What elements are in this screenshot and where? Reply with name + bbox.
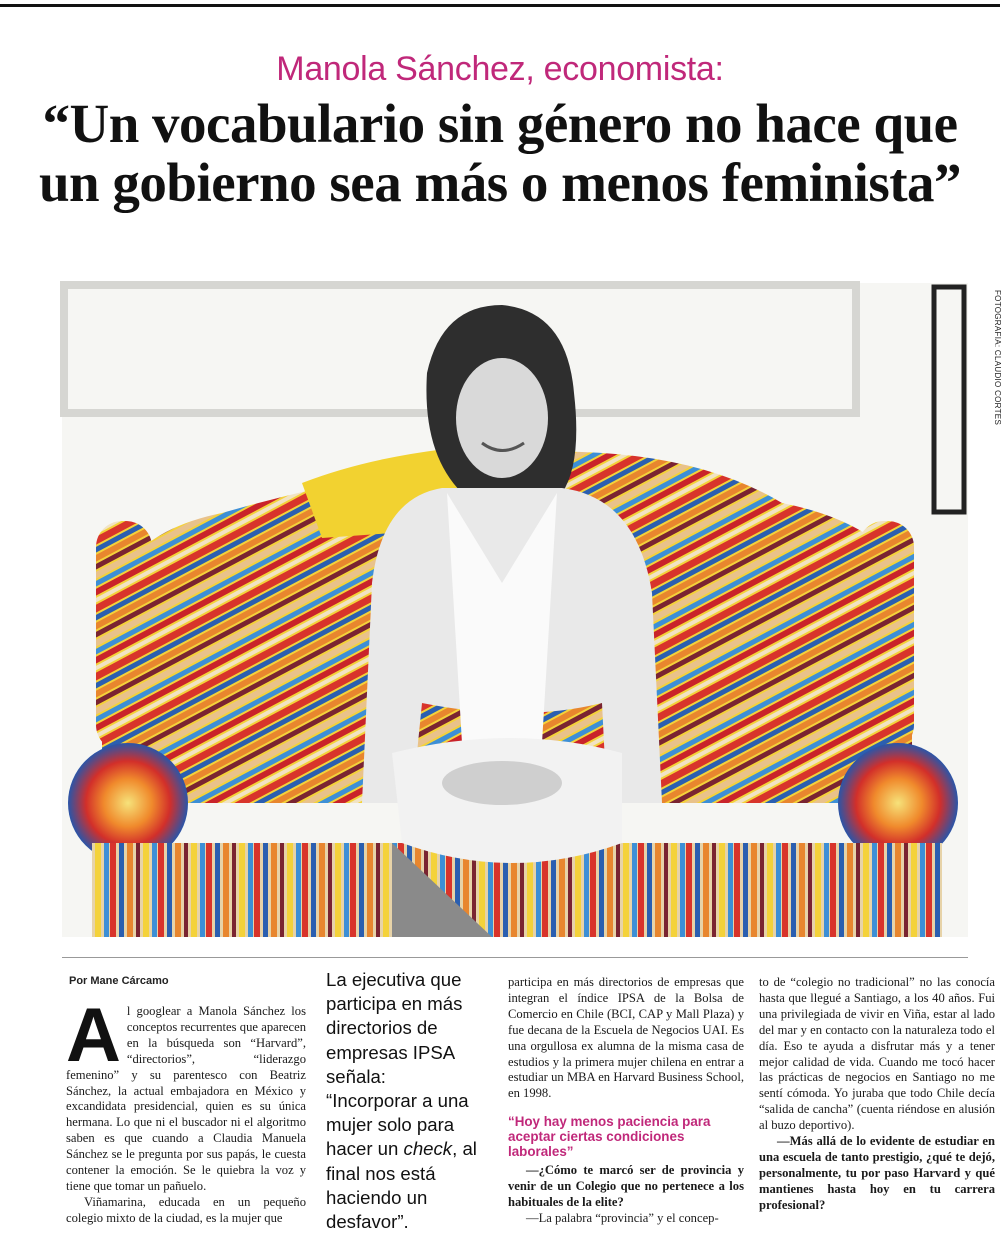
subheading: “Hoy hay menos paciencia para aceptar ciertas condiciones laborales” (508, 1114, 711, 1160)
pull-quote (326, 968, 486, 1234)
pull-quote-part: , al final nos está haciendo un desfavor”. (326, 1138, 477, 1233)
pull-quote-part: “Incorporar a una mujer solo para hacer un (326, 1090, 469, 1160)
portrait-illustration (62, 283, 968, 937)
photo-credit: FOTOGRAFIA: CLAUDIO CORTES (993, 290, 1002, 426)
pull-quote-text (326, 1089, 486, 1234)
pull-quote-emphasis: check (403, 1138, 453, 1160)
article-byline: Por Mane Cárcamo (69, 975, 169, 987)
interview-question: —Más allá de lo evidente de estudiar en una escuela de tanto prestigio, ¿qué te dejó, personalmente, tu por paso Harvard y qué mantienes hasta hoy en tu carrera profesional? (759, 1134, 995, 1212)
article-kicker: Manola Sánchez, economista: (276, 50, 724, 88)
pull-quote-lead: La ejecutiva que participa en más directorios de empresas IPSA señala: (326, 969, 463, 1087)
section-divider (62, 957, 968, 958)
body-column-1 (66, 993, 306, 1227)
body-paragraph: Viñamarina, educada en un pequeño colegio mixto de la ciudad, es la mujer que (66, 1194, 306, 1225)
body-column-4 (759, 975, 995, 1214)
body-paragraph: l googlear a Manola Sánchez los conceptos recurrentes que aparecen en la búsqueda son “Harvard”, “directorios”, “liderazgo femenino” y su parentesco con Beatriz Sánchez, la actual embajadora en México y excandidata presidencial, quien es su única hermana. Lo que ni el buscador ni el algoritmo saben es que cuando a Claudia Manuela Sánchez se le pregunta por sus papás, le cuesta contener la emoción. Se le quiebra la voz y tiene que tomar un pañuelo. (66, 1004, 306, 1193)
interview-question: —¿Cómo te marcó ser de provincia y venir de un Colegio que no pertenece a los habituales de la elite? (508, 1163, 744, 1210)
interview-answer: —La palabra “provincia” y el concep- (526, 1210, 719, 1225)
body-paragraph: participa en más directorios de empresas que integran el índice IPSA de la Bolsa de Comercio en Chile (BCI, CAP y Mall Plaza) y fue decana de la Escuela de Negocios UAI. Es una orgullosa ex alumna de la misma casa de estudios y la primera mujer chilena en entrar a estudiar un MBA en Harvard Business School, en 1998. (508, 975, 744, 1101)
body-paragraph: to de “colegio no tradicional” no las conocía hasta que llegué a Santiago, a los 40 años. Fui una privilegiada de vivir en Viña, estar al lado del mar y en contacto con la naturaleza todo el día. Eso te ayuda a disfrutar más y a tener mejor calidad de vida. Cuando me tocó hacer las prácticas de negocios en Santiago no me sentí cómoda. Yo juraba que todo Chile decía “salida de cancha” (cuenta riéndose en alusión al buzo deportivo). (759, 975, 995, 1133)
body-column-3 (508, 975, 744, 1227)
article-headline: “Un vocabulario sin género no hace que un gobierno sea más o menos feminista” (38, 93, 962, 213)
drop-cap: A (66, 993, 121, 1078)
portrait-photo (62, 283, 968, 937)
top-rule (0, 4, 1000, 7)
